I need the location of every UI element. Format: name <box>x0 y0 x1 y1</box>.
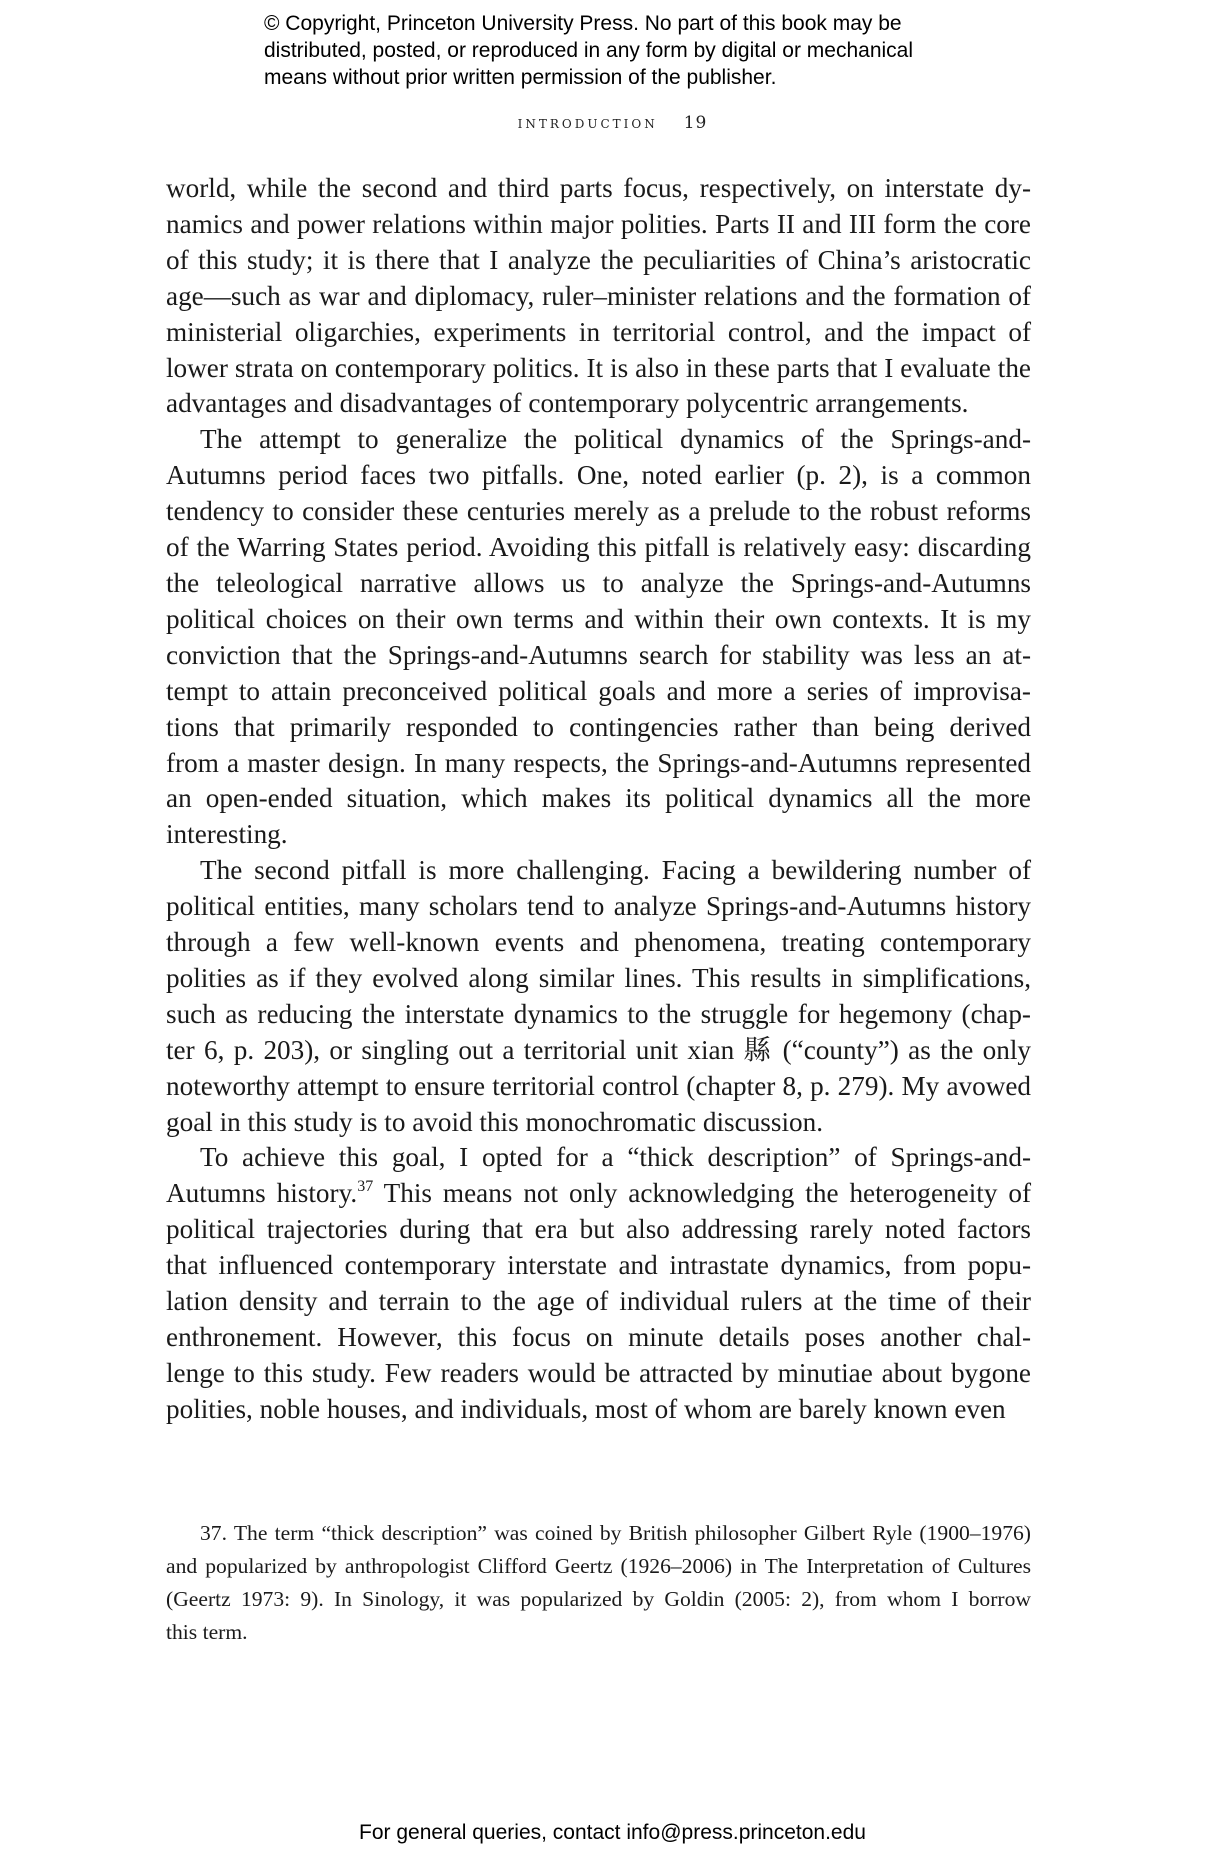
text-line: of the Warring States period. Avoiding this pitfall is relatively easy: discarding <box>166 532 1031 563</box>
text-line: advantages and disadvantages of contemporary polycentric arrangements. <box>166 388 969 419</box>
page-number: 19 <box>683 113 708 133</box>
text-line: polities as if they evolved along similar lines. This results in simplifications, <box>166 962 1031 993</box>
paragraph-3 <box>166 853 1031 1140</box>
text-line: enthronement. However, this focus on minute details poses another chal- <box>166 1322 1031 1352</box>
text-line: lower strata on contemporary politics. It is also in these parts that I evaluate the <box>166 352 1031 383</box>
text-line: The second pitfall is more challenging. Facing a bewildering number of <box>200 855 1031 886</box>
text-line: the teleological narrative allows us to analyze the Springs-and-Autumns <box>166 567 1031 598</box>
text-line: lenge to this study. Few readers would be attracted by minutiae about bygone <box>166 1357 1031 1388</box>
contact-line: For general queries, contact info@press.princeton.edu <box>359 1821 866 1844</box>
text-line: ministerial oligarchies, experiments in territorial control, and the impact of <box>166 316 1031 347</box>
text-line: from a master design. In many respects, the Springs-and-Autumns represented <box>166 747 1031 778</box>
footnote-line: 37. The term “thick description” was coined by British philosopher Gilbert Ryle (1900–1976) <box>200 1521 1031 1545</box>
text-line: tions that primarily responded to contingencies rather than being derived <box>166 711 1031 742</box>
text-line: namics and power relations within major polities. Parts II and III form the core <box>166 208 1031 239</box>
copyright-line: distributed, posted, or reproduced in any form by digital or mechanical <box>264 39 914 62</box>
copyright-notice <box>264 10 1024 91</box>
text-line: tempt to attain preconceived political goals and more a series of improvisa- <box>166 675 1031 706</box>
text-line: an open-ended situation, which makes its political dynamics all the more <box>166 783 1031 814</box>
text-line: such as reducing the interstate dynamics to the struggle for hegemony (chap- <box>166 998 1031 1029</box>
body-text <box>166 171 1031 1428</box>
running-head <box>0 113 1225 133</box>
text-line: To achieve this goal, I opted for a “thick description” of Springs-and- <box>200 1142 1031 1173</box>
paragraph-2 <box>166 422 1031 853</box>
running-head-title: introduction <box>517 113 658 133</box>
text-line: that influenced contemporary interstate and intrastate dynamics, from popu- <box>166 1250 1031 1281</box>
text-line: Autumns period faces two pitfalls. One, noted earlier (p. 2), is a common <box>166 460 1031 491</box>
text-line: Autumns history.$^{37}$ This means not only acknowledging the heterogeneity of <box>166 1178 1032 1209</box>
text-line: political trajectories during that era but also addressing rarely noted factors <box>166 1214 1031 1245</box>
copyright-line: means without prior written permission of the publisher. <box>264 66 777 89</box>
text-line: through a few well-known events and phenomena, treating contemporary <box>166 927 1031 958</box>
paragraph-1 <box>166 171 1031 422</box>
text-line: political choices on their own terms and within their own contexts. It is my <box>166 603 1031 634</box>
text-line: noteworthy attempt to ensure territorial control (chapter 8, p. 279). My avowed <box>166 1070 1031 1101</box>
text-line: interesting. <box>166 819 288 850</box>
footnote-marker: 37 <box>357 1178 374 1196</box>
text-line: polities, noble houses, and individuals, most of whom are barely known even <box>166 1393 1006 1424</box>
footnote-line: this term. <box>166 1620 248 1644</box>
text-line: The attempt to generalize the political dynamics of the Springs-and- <box>200 424 1031 455</box>
footnote-line: and popularized by anthropologist Clifford Geertz (1926–2006) in The Interpretation of Cultures <box>166 1554 1031 1578</box>
text-line: conviction that the Springs-and-Autumns search for stability was less an at- <box>166 639 1031 670</box>
text-line: political entities, many scholars tend to analyze Springs-and-Autumns history <box>166 891 1031 922</box>
text-line: goal in this study is to avoid this monochromatic discussion. <box>166 1106 824 1137</box>
copyright-line: © Copyright, Princeton University Press. No part of this book may be <box>264 12 902 35</box>
text-line: ter 6, p. 203), or singling out a territorial unit xian 縣 (“county”) as the only <box>166 1034 1031 1065</box>
text-line: age—such as war and diplomacy, ruler–minister relations and the formation of <box>166 280 1031 311</box>
text-line: tendency to consider these centuries merely as a prelude to the robust reforms <box>166 496 1031 527</box>
text-line: world, while the second and third parts focus, respectively, on interstate dy- <box>166 173 1031 203</box>
footnote-line: (Geertz 1973: 9). In Sinology, it was popularized by Goldin (2005: 2), from whom I borrow <box>166 1587 1031 1611</box>
text-line: lation density and terrain to the age of individual rulers at the time of their <box>166 1286 1031 1317</box>
text-line: of this study; it is there that I analyze the peculiarities of China’s aristocratic <box>166 244 1031 275</box>
paragraph-4 <box>166 1140 1031 1427</box>
footnote <box>166 1517 1031 1649</box>
